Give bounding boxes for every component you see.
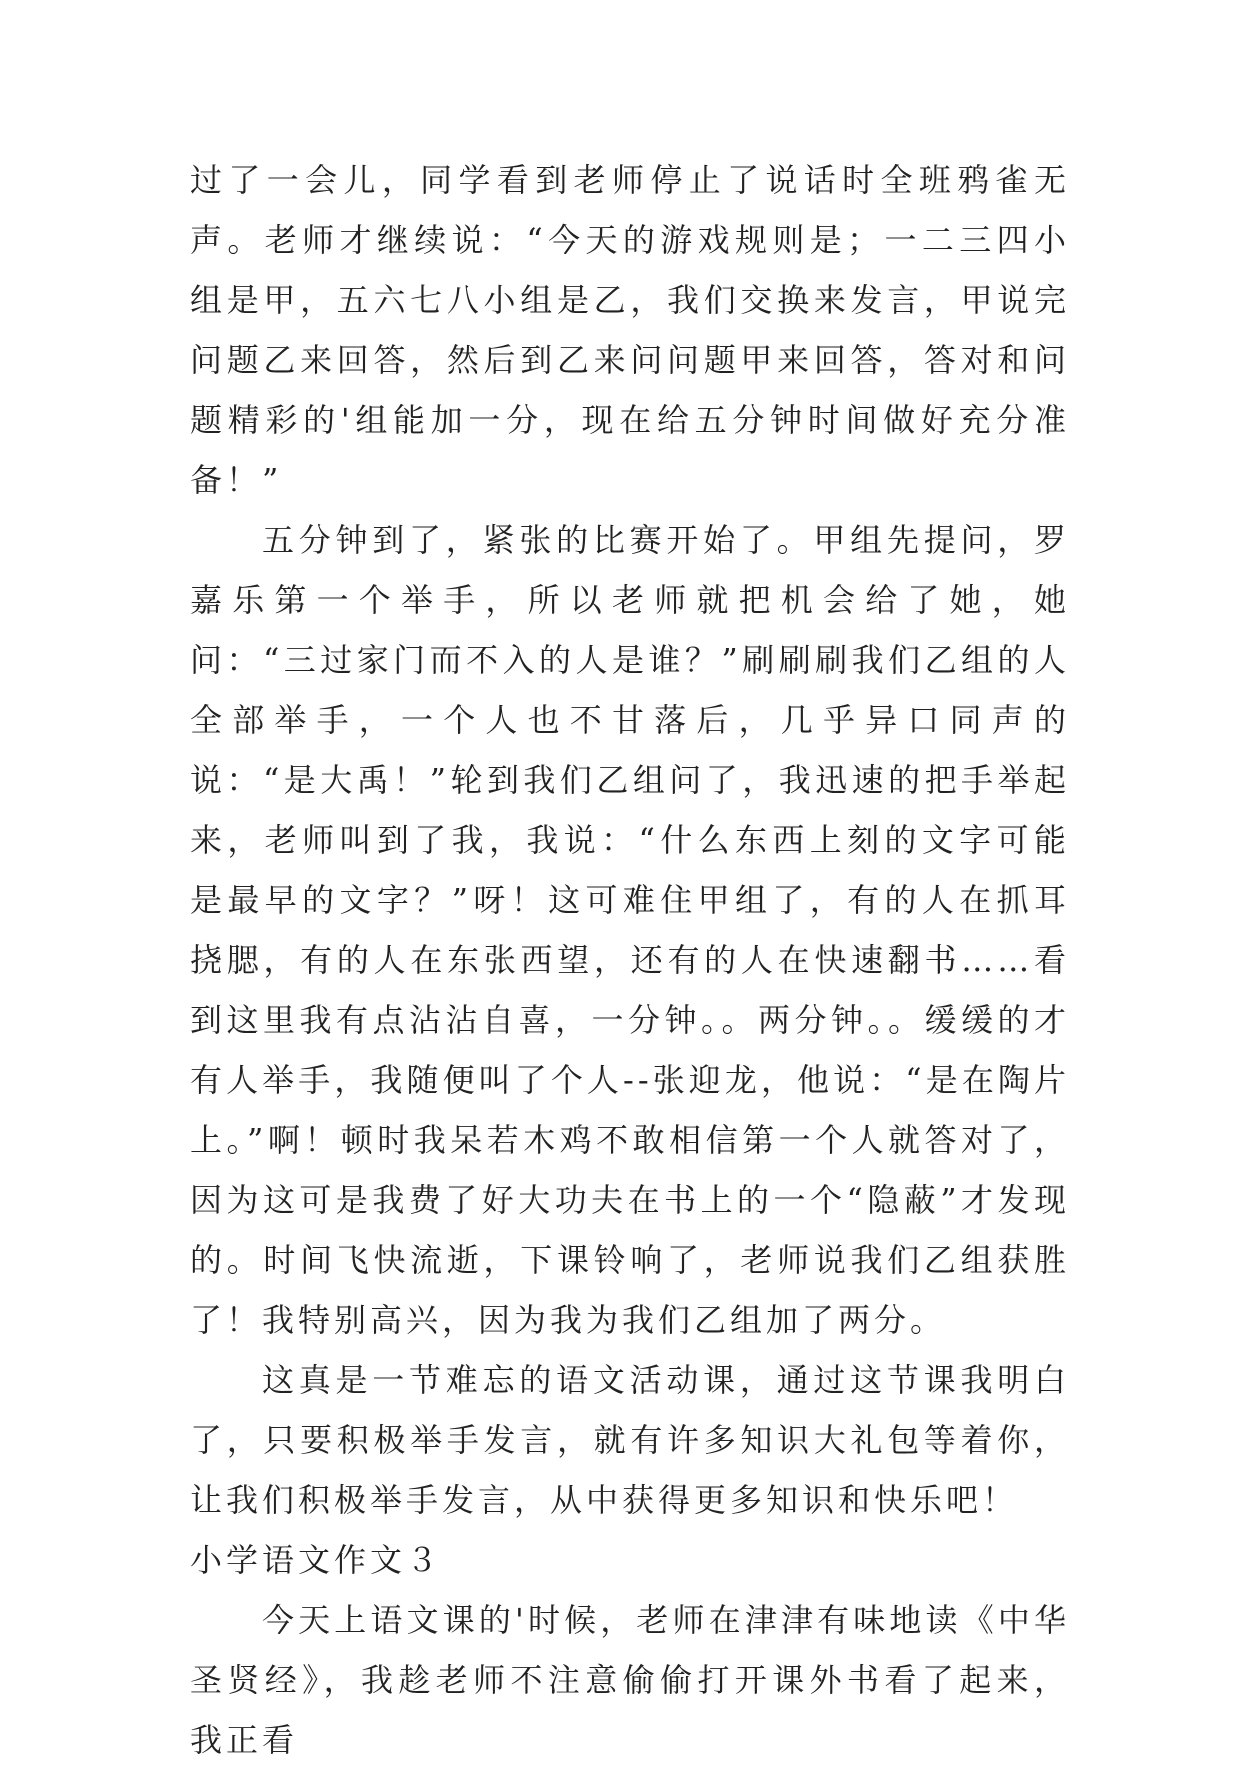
document-body (190, 150, 1070, 1770)
paragraph-1: 过了一会儿，同学看到老师停止了说话时全班鸦雀无声。老师才继续说：“今天的游戏规则是；一二三四小组是甲，五六七八小组是乙，我们交换来发言，甲说完问题乙来回答，然后到乙来问问题甲来回答，答对和问题精彩的'组能加一分，现在给五分钟时间做好充分准备！” (190, 161, 1070, 499)
paragraph-2: 五分钟到了，紧张的比赛开始了。甲组先提问，罗嘉乐第一个举手，所以老师就把机会给了她，她问：“三过家门而不入的人是谁？”刷刷刷我们乙组的人全部举手，一个人也不甘落后，几乎异口同声的说：“是大禹！”轮到我们乙组问了，我迅速的把手举起来，老师叫到了我，我说：“什么东西上刻的文字可能是最早的文字？”呀！这可难住甲组了，有的人在抓耳挠腮，有的人在东张西望，还有的人在快速翻书……看到这里我有点沾沾自喜，一分钟。。两分钟。。缓缓的才有人举手，我随便叫了个人--张迎龙，他说：“是在陶片上。”啊！顿时我呆若木鸡不敢相信第一个人就答对了，因为这可是我费了好大功夫在书上的一个“隐蔽”才发现的。时间飞快流逝，下课铃响了，老师说我们乙组获胜了！我特别高兴，因为我为我们乙组加了两分。 (190, 521, 1070, 1339)
paragraph-4: 今天上语文课的'时候，老师在津津有味地读《中华圣贤经》，我趁老师不注意偷偷打开课外书看了起来，我正看 (190, 1601, 1070, 1759)
paragraph-3: 这真是一节难忘的语文活动课，通过这节课我明白了，只要积极举手发言，就有许多知识大礼包等着你，让我们积极举手发言，从中获得更多知识和快乐吧！ (190, 1361, 1070, 1519)
section-heading: 小学语文作文３ (190, 1541, 443, 1579)
